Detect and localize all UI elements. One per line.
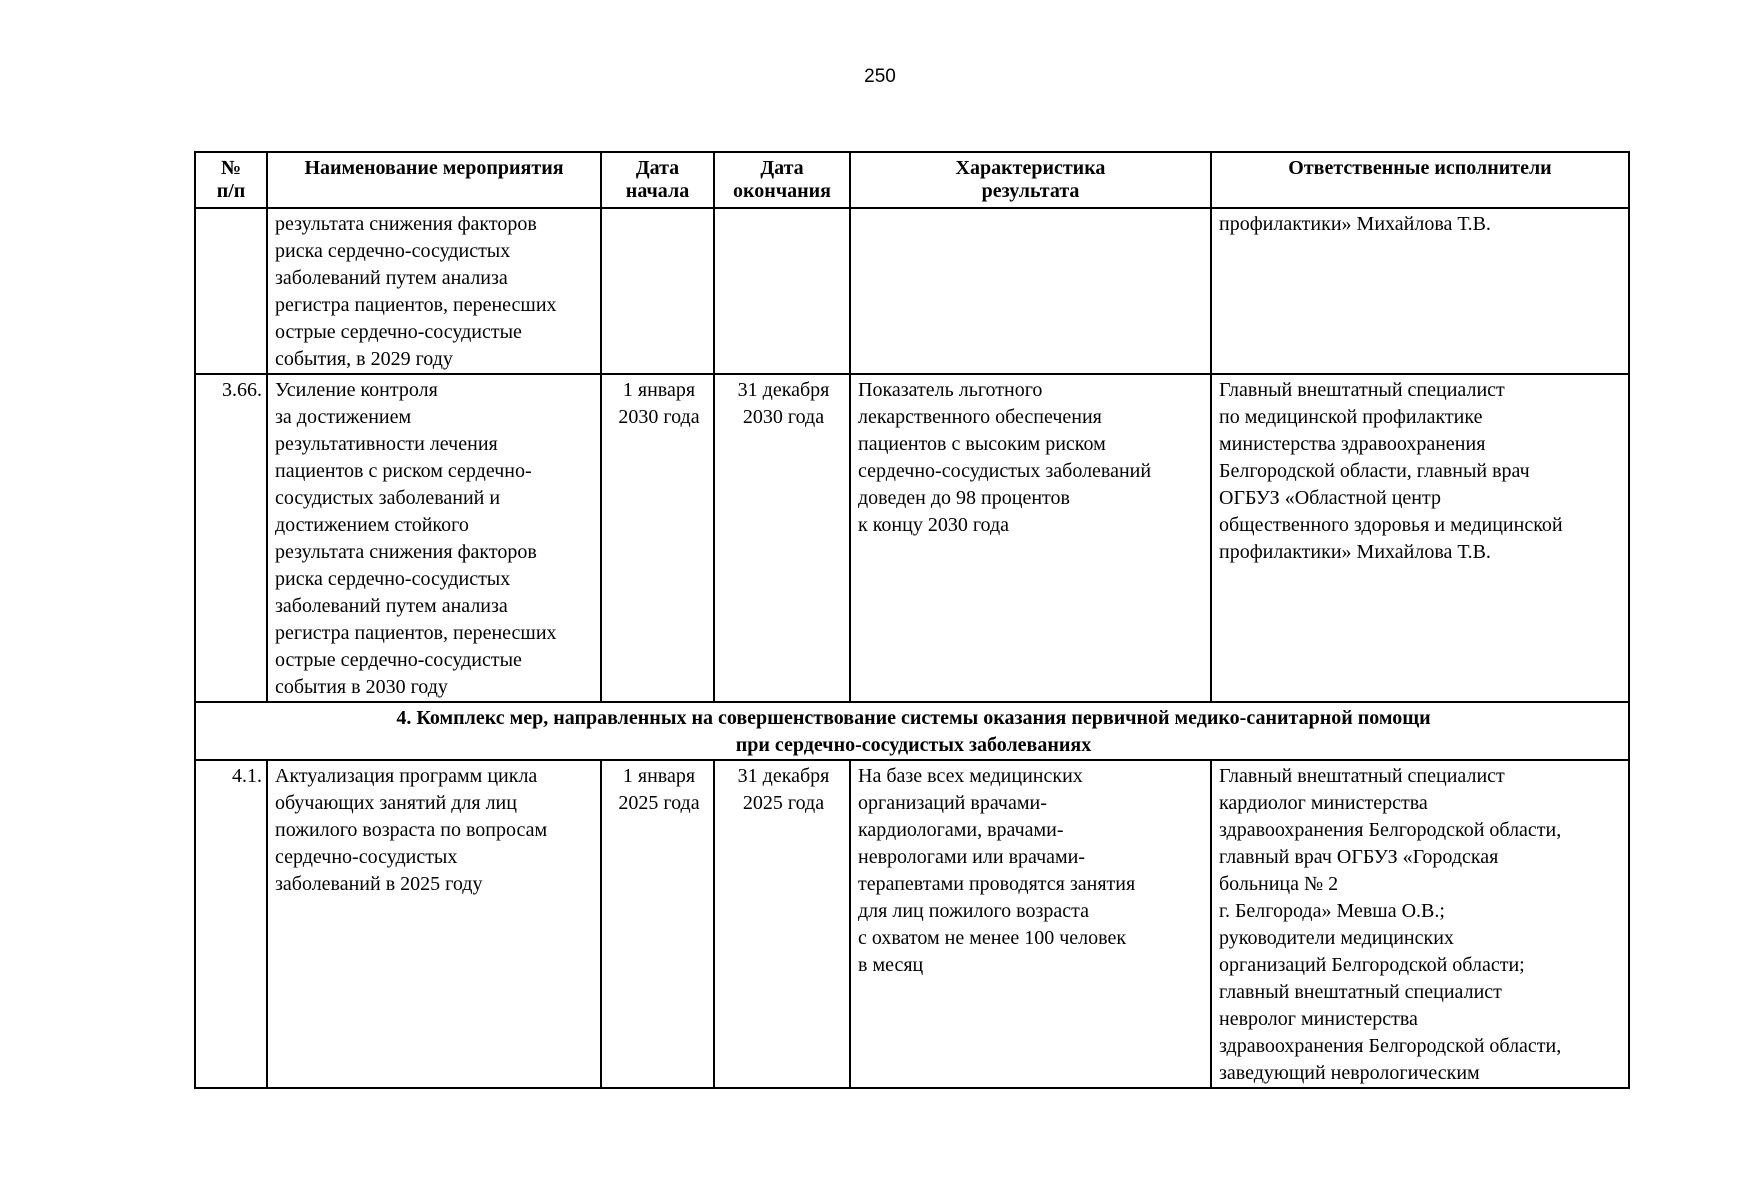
row-result: На базе всех медицинских организаций врачами- кардиологами, врачами- неврологами или врачами- терапевтами проводятся занятия для лиц пожилого возраста с охватом не менее 100 человек в месяц <box>850 760 1211 1088</box>
row-start-date: 1 января 2025 года <box>601 760 714 1088</box>
row-start-date <box>601 208 714 374</box>
row-end-date <box>714 208 850 374</box>
row-result: Показатель льготного лекарственного обеспечения пациентов с высоким риском сердечно-сосудистых заболеваний доведен до 98 процентов к концу 2030 года <box>850 374 1211 702</box>
row-name: результата снижения факторов риска сердечно-сосудистых заболеваний путем анализа регистра пациентов, перенесших острые сердечно-сосудистые события, в 2029 году <box>267 208 601 374</box>
header-name: Наименование мероприятия <box>267 152 601 208</box>
header-result: Характеристика результата <box>850 152 1211 208</box>
table-row-4-1 <box>195 760 1629 1088</box>
row-name: Актуализация программ цикла обучающих занятий для лиц пожилого возраста по вопросам сердечно-сосудистых заболеваний в 2025 году <box>267 760 601 1088</box>
section-title: 4. Комплекс мер, направленных на совершенствование системы оказания первичной медико-санитарной помощи при сердечно-сосудистых заболеваниях <box>195 702 1629 760</box>
header-responsible: Ответственные исполнители <box>1211 152 1629 208</box>
row-name: Усиление контроля за достижением результативности лечения пациентов с риском сердечно- сосудистых заболеваний и достижением стойкого результата снижения факторов риска сердечно-сосудистых заболеваний путем анализа регистра пациентов, перенесших острые сердечно-сосудистые события в 2030 году <box>267 374 601 702</box>
row-responsible: профилактики» Михайлова Т.В. <box>1211 208 1629 374</box>
table-row-3-66 <box>195 374 1629 702</box>
row-end-date: 31 декабря 2030 года <box>714 374 850 702</box>
row-responsible: Главный внештатный специалист кардиолог министерства здравоохранения Белгородской области, главный врач ОГБУЗ «Городская больница № 2 г. Белгорода» Мевша О.В.; руководители медицинских организаций Белгородской области; главный внештатный специалист невролог министерства здравоохранения Белгородской области, заведующий неврологическим <box>1211 760 1629 1088</box>
row-result <box>850 208 1211 374</box>
row-num: 3.66. <box>195 374 267 702</box>
header-num: № п/п <box>195 152 267 208</box>
row-num: 4.1. <box>195 760 267 1088</box>
section-row-4 <box>195 702 1629 760</box>
header-end-date: Дата окончания <box>714 152 850 208</box>
row-end-date: 31 декабря 2025 года <box>714 760 850 1088</box>
row-responsible: Главный внештатный специалист по медицинской профилактике министерства здравоохранения Белгородской области, главный врач ОГБУЗ «Областной центр общественного здоровья и медицинской профилактики» Михайлова Т.В. <box>1211 374 1629 702</box>
page-number: 250 <box>864 66 896 87</box>
row-start-date: 1 января 2030 года <box>601 374 714 702</box>
header-start-date: Дата начала <box>601 152 714 208</box>
table-row-continuation <box>195 208 1629 374</box>
activities-table <box>194 151 1630 1089</box>
row-num <box>195 208 267 374</box>
table-header-row <box>195 152 1629 208</box>
